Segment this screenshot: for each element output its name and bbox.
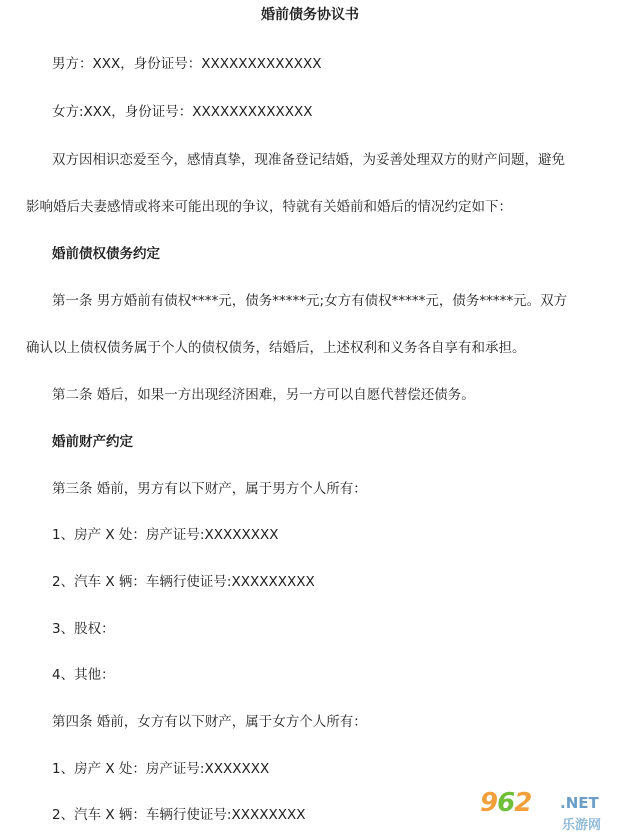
intro-line-1: 双方因相识恋爱至今，感情真挚，现准备登记结婚，为妥善处理双方的财产问题，避免	[52, 152, 565, 168]
section-heading-debts: 婚前债权债务约定	[52, 246, 160, 262]
article-4-item-house: 1、房产 X 处：房产证号:XXXXXXX	[52, 761, 270, 777]
article-4-item-car: 2、汽车 X 辆：车辆行使证号:XXXXXXXX	[52, 807, 306, 823]
section-heading-property: 婚前财产约定	[52, 434, 133, 450]
watermark-domain: .NET	[560, 794, 599, 812]
watermark-digit-6: 6	[497, 788, 515, 818]
article-3-line: 第三条 婚前，男方有以下财产，属于男方个人所有：	[52, 481, 367, 497]
article-4-line: 第四条 婚前，女方有以下财产，属于女方个人所有：	[52, 714, 367, 730]
document-title: 婚前债务协议书	[261, 7, 359, 23]
site-watermark-logo	[480, 788, 616, 836]
article-3-item-equity: 3、股权：	[52, 621, 115, 637]
intro-line-2: 影响婚后夫妻感情或将来可能出现的争议，特就有关婚前和婚后的情况约定如下：	[26, 199, 512, 215]
watermark-number	[480, 788, 531, 818]
watermark-site-name: 乐游网	[562, 818, 602, 833]
article-3-item-house: 1、房产 X 处：房产证号:XXXXXXXX	[52, 527, 279, 543]
bride-line: 女方:XXX，身份证号：XXXXXXXXXXXXX	[52, 104, 313, 120]
groom-line: 男方：XXX，身份证号：XXXXXXXXXXXXX	[52, 56, 322, 72]
article-3-item-other: 4、其他：	[52, 667, 115, 683]
article-1-line-1: 第一条 男方婚前有债权****元，债务*****元;女方有债权*****元，债务*****元。双方	[52, 293, 568, 309]
watermark-digit-2: 2	[514, 788, 532, 818]
article-3-item-car: 2、汽车 X 辆：车辆行使证号:XXXXXXXXX	[52, 574, 315, 590]
article-2-line: 第二条 婚后，如果一方出现经济困难，另一方可以自愿代替偿还债务。	[52, 387, 475, 403]
article-1-line-2: 确认以上债权债务属于个人的债权债务，结婚后，上述权利和义务各自享有和承担。	[26, 340, 526, 356]
watermark-digit-9: 9	[480, 788, 498, 818]
